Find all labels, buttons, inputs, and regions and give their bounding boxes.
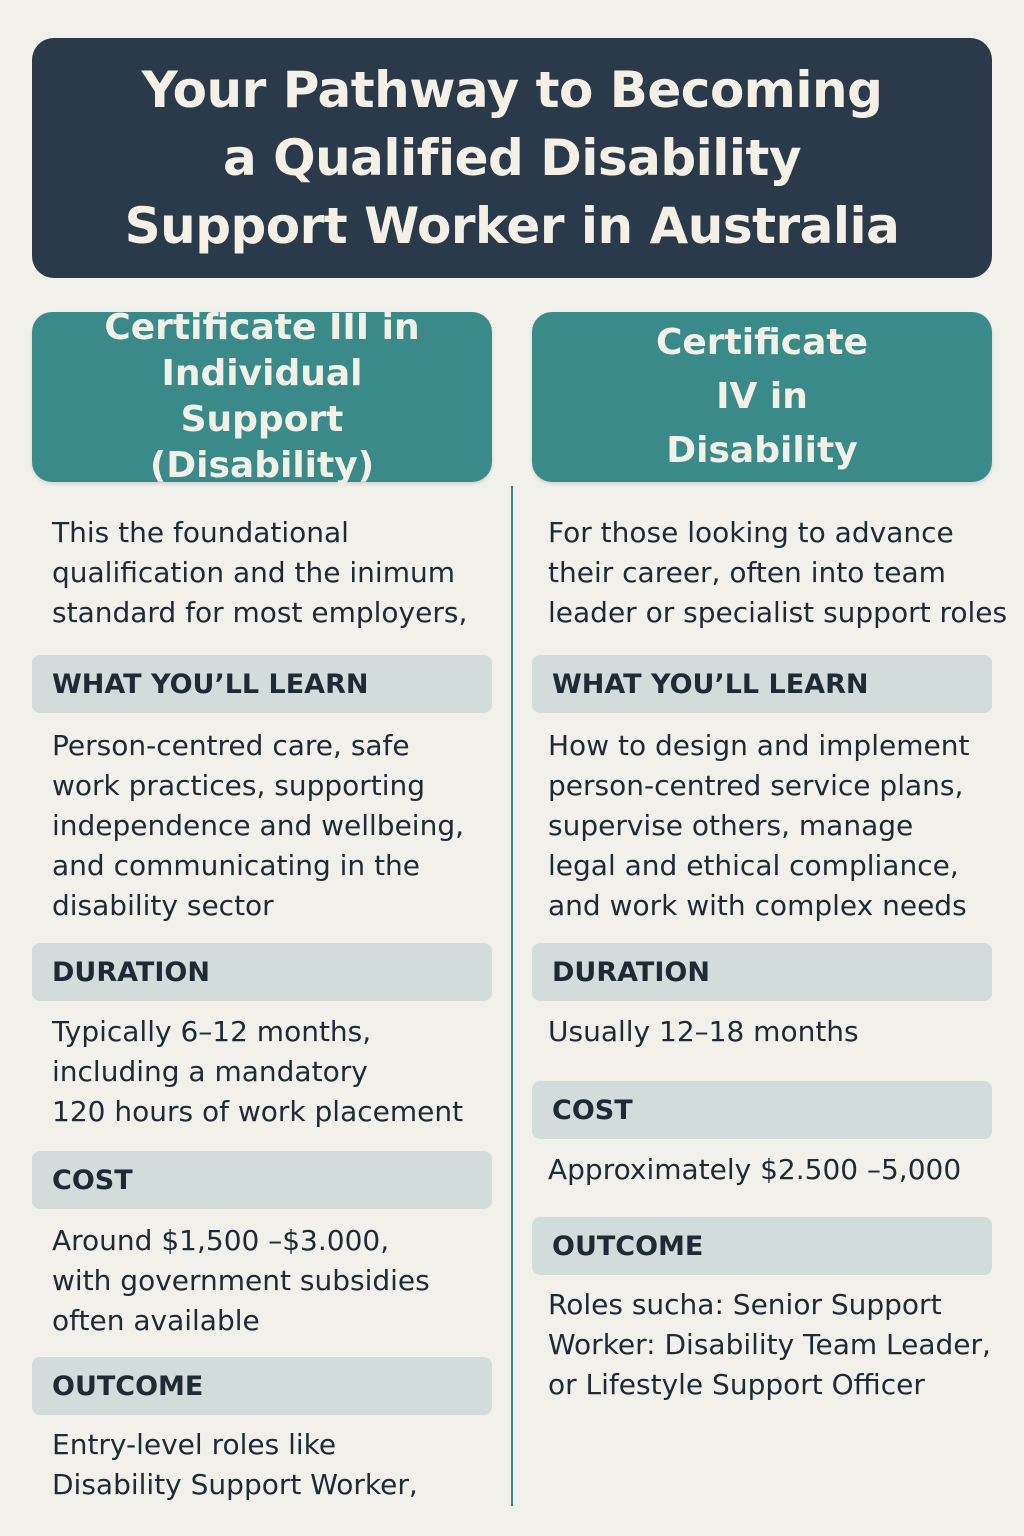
cert-iii-outcome-label: OUTCOME	[32, 1357, 492, 1415]
cert-iv-outcome-text: Roles sucha: Senior Support Worker: Disability Team Leader, or Lifestyle Support Officer	[548, 1288, 991, 1401]
cert-iv-learn-label: WHAT YOU’LL LEARN	[532, 655, 992, 713]
cert-iv-duration-text: Usually 12–18 months	[548, 1015, 859, 1048]
cert-iv-cost-text: Approximately $2.500 –5,000	[548, 1153, 962, 1186]
cert-iv-learn-text: How to design and implement person-centred service plans, supervise others, manage legal and ethical compliance, and work with complex needs	[548, 729, 970, 922]
cert-iii-duration-text: Typically 6–12 months, including a mandatory 120 hours of work placement	[52, 1015, 464, 1128]
cert-iv-title: Certificate IV in Disability	[655, 322, 869, 471]
cert-iii-title: Certificate III in Individual Support (Disability)	[104, 307, 420, 486]
cert-iii-learn-text: Person-centred care, safe work practices, supporting independence and wellbeing, and communicating in the disability sector	[52, 729, 465, 922]
cert-iv-cost-label: COST	[532, 1081, 992, 1139]
cert-iii-header	[32, 307, 492, 486]
cert-iv-duration-label: DURATION	[532, 943, 992, 1001]
cert-iv-intro: For those looking to advance their career, often into team leader or specialist support roles	[548, 516, 1008, 629]
cert-iii-cost-label: COST	[32, 1151, 492, 1209]
page-title: Your Pathway to Becoming a Qualified Disability Support Worker in Australia	[124, 61, 900, 255]
cert-iii-learn-label: WHAT YOU’LL LEARN	[32, 655, 492, 713]
cert-iv-header	[532, 312, 992, 482]
cert-iii-cost-text: Around $1,500 –$3.000, with government subsidies often available	[52, 1224, 430, 1337]
cert-iii-outcome-text: Entry-level roles like Disability Support Worker,	[52, 1428, 418, 1501]
cert-iii-intro: This the foundational qualification and the inimum standard for most employers,	[52, 516, 468, 629]
column-divider	[511, 486, 513, 1506]
title-banner	[32, 38, 992, 278]
cert-iii-duration-label: DURATION	[32, 943, 492, 1001]
cert-iv-outcome-label: OUTCOME	[532, 1217, 992, 1275]
